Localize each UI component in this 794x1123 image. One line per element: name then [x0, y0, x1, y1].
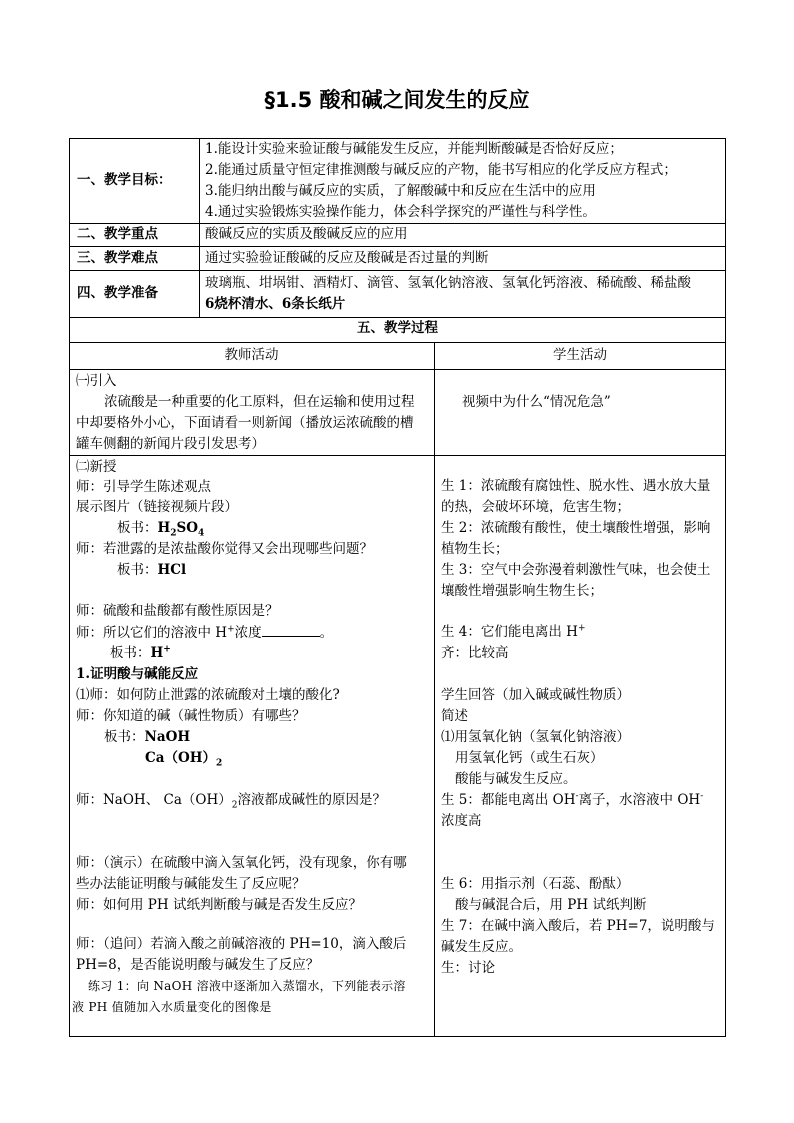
- row-divider: [69, 270, 726, 271]
- student-line-oh: [441, 790, 703, 811]
- teacher-line: 师：（追问）若滴入酸之前碱溶液的 PH=10，滴入酸后: [76, 936, 407, 952]
- formula: H: [157, 520, 171, 536]
- board-prefix: 板书：: [104, 729, 145, 745]
- formula: NaOH: [144, 729, 191, 745]
- key-points-text: 酸碱反应的实质及酸碱反应的应用: [205, 226, 408, 242]
- goal-item: 4.通过实验锻炼实验操作能力，体会科学探究的严谨性与科学性。: [205, 204, 596, 220]
- subscript: 2: [216, 758, 223, 769]
- text: 师：所以它们的溶液中 H: [76, 625, 228, 641]
- text: 离子，水溶液中 OH: [578, 792, 701, 808]
- key-points-label: 二、教学重点: [77, 226, 158, 242]
- teacher-activity-header: 教师活动: [224, 347, 279, 363]
- student-activity-header: 学生活动: [553, 347, 607, 363]
- student-line: 植物生长；: [441, 541, 509, 557]
- formula: H: [150, 645, 164, 661]
- difficulty-text: 通过实验验证酸碱的反应及酸碱是否过量的判断: [205, 250, 489, 266]
- teacher-line: 师：如何用 PH 试纸判断酸与碱是否发生反应？: [76, 897, 362, 913]
- student-line: 的热，会破坏环境，危害生物；: [441, 499, 630, 515]
- student-line: 酸能与碱发生反应。: [455, 771, 577, 787]
- preparation-line: 6烧杯清水、6条长纸片: [205, 296, 346, 312]
- text: 浓度: [234, 625, 262, 641]
- exercise-line: 液 PH 值随加入水质量变化的图像是: [72, 1000, 272, 1014]
- intro-student-response: 视频中为什么“情况危急”: [462, 394, 611, 410]
- page-title: §1.5 酸和碱之间发生的反应: [264, 88, 530, 112]
- superscript: +: [163, 644, 171, 655]
- student-line: 生 1：浓硫酸有腐蚀性、脱水性、遇水放大量: [441, 478, 711, 494]
- student-line: 学生回答（加入碱或碱性物质）: [441, 687, 630, 703]
- student-line: 碱发生反应。: [441, 939, 522, 955]
- row-divider: [69, 342, 726, 343]
- teacher-line: 师：你知道的碱（碱性物质）有哪些？: [76, 708, 306, 724]
- teacher-line: 师：引导学生陈述观点: [76, 479, 211, 495]
- teacher-line: PH=8，是否能说明酸与碱发生了反应？: [76, 957, 320, 973]
- student-line: 酸与碱混合后，用 PH 试纸判断: [455, 897, 647, 913]
- text: 溶液都成碱性的原因是？: [237, 792, 386, 808]
- goals-label: 一、教学目标：: [77, 172, 172, 188]
- row-divider: [69, 246, 726, 247]
- intro-line: 浓硫酸是一种重要的化工原料，但在运输和使用过程: [104, 394, 415, 410]
- student-line: 用氢氧化钙（或生石灰）: [455, 750, 604, 766]
- student-line: 浓度高: [441, 813, 482, 829]
- board-prefix: 板书：: [117, 562, 158, 578]
- student-line: 生 7：在碱中滴入酸后，若 PH=7，说明酸与: [441, 918, 715, 934]
- preparation-label: 四、教学准备: [77, 285, 158, 301]
- fill-in-blank[interactable]: [262, 622, 320, 637]
- student-line: ⑴用氢氧化钠（氢氧化钠溶液）: [441, 729, 630, 745]
- teacher-line: 师：硫酸和盐酸都有酸性原因是？: [76, 603, 279, 619]
- formula: HCl: [157, 562, 187, 578]
- board-h2so4: [117, 518, 204, 539]
- teacher-line: 师：若泄露的是浓盐酸你觉得又会出现哪些问题？: [76, 541, 373, 557]
- student-line: 生 6：用指示剂（石蕊、酚酞）: [441, 876, 630, 892]
- formula: Ca（OH）: [145, 750, 217, 766]
- teacher-line: 师：（演示）在硫酸中滴入氢氧化钙，没有现象，你有哪: [76, 855, 407, 871]
- text: 生 4：它们能电离出 H: [441, 624, 578, 640]
- board-prefix: 板书：: [117, 520, 158, 536]
- superscript: +: [577, 623, 586, 634]
- teacher-line-concentration: [76, 622, 333, 644]
- teacher-line-bases: [76, 790, 386, 811]
- teach-heading: ㈡新授: [76, 459, 117, 475]
- teacher-line: 展示图片（链接视频片段）: [76, 499, 238, 515]
- board-hcl: [117, 560, 186, 581]
- student-line: 壤酸性增强影响生物生长；: [441, 583, 603, 599]
- student-line: 生 2：浓硫酸有酸性，使土壤酸性增强，影响: [441, 520, 711, 536]
- superscript: -: [700, 791, 704, 802]
- text: 师：NaOH、 Ca（OH）: [76, 792, 232, 808]
- board-prefix: 板书：: [110, 645, 151, 661]
- board-caoh2: [145, 748, 222, 769]
- student-line: 齐：比较高: [441, 645, 509, 661]
- text: 。: [319, 625, 334, 641]
- subscript: 2: [170, 528, 177, 539]
- student-line: 生 3：空气中会弥漫着刺激性气味，也会使土: [441, 562, 711, 578]
- goal-item: 1.能设计实验来验证酸与碱能发生反应，并能判断酸碱是否恰好反应；: [205, 141, 623, 157]
- formula: SO: [176, 520, 199, 536]
- col-divider: [199, 138, 200, 317]
- intro-line: 罐车侧翻的新闻片段引发思考）: [76, 436, 265, 452]
- goal-item: 3.能归纳出酸与碱反应的实质，了解酸碱中和反应在生活中的应用: [205, 183, 596, 199]
- col-divider: [434, 342, 435, 1037]
- teacher-line: 些办法能证明酸与碱能发生了反应呢？: [76, 876, 306, 892]
- exercise-line: 练习 1：向 NaOH 溶液中逐渐加入蒸馏水，下列能表示溶: [88, 979, 406, 993]
- student-line: 生：讨论: [441, 960, 495, 976]
- board-h-plus: [110, 643, 171, 664]
- difficulty-label: 三、教学难点: [77, 250, 158, 266]
- superscript: +: [227, 624, 235, 635]
- intro-line: 中却要格外小心，下面请看一则新闻（播放运浓硫酸的槽: [76, 415, 414, 431]
- superscript: -: [575, 791, 579, 802]
- board-naoh: [104, 727, 190, 748]
- subscript: 4: [198, 528, 205, 539]
- text: 生 5：都能电离出 OH: [441, 792, 576, 808]
- goal-item: 2.能通过质量守恒定律推测酸与碱反应的产物，能书写相应的化学反应方程式；: [205, 162, 677, 178]
- section-heading: 1.证明酸与碱能反应: [76, 666, 199, 682]
- subscript: 2: [231, 800, 238, 811]
- intro-heading: ㈠引入: [76, 373, 117, 389]
- preparation-line: 玻璃瓶、坩埚钳、酒精灯、滴管、氢氧化钠溶液、氢氧化钙溶液、稀硫酸、稀盐酸: [205, 275, 691, 291]
- teacher-line: ⑴师：如何防止泄露的浓硫酸对土壤的酸化?: [76, 687, 340, 703]
- process-heading: 五、教学过程: [357, 320, 438, 336]
- student-line-ion: [441, 622, 586, 643]
- row-divider: [69, 369, 726, 370]
- row-divider: [69, 455, 726, 456]
- student-line: 简述: [441, 708, 468, 724]
